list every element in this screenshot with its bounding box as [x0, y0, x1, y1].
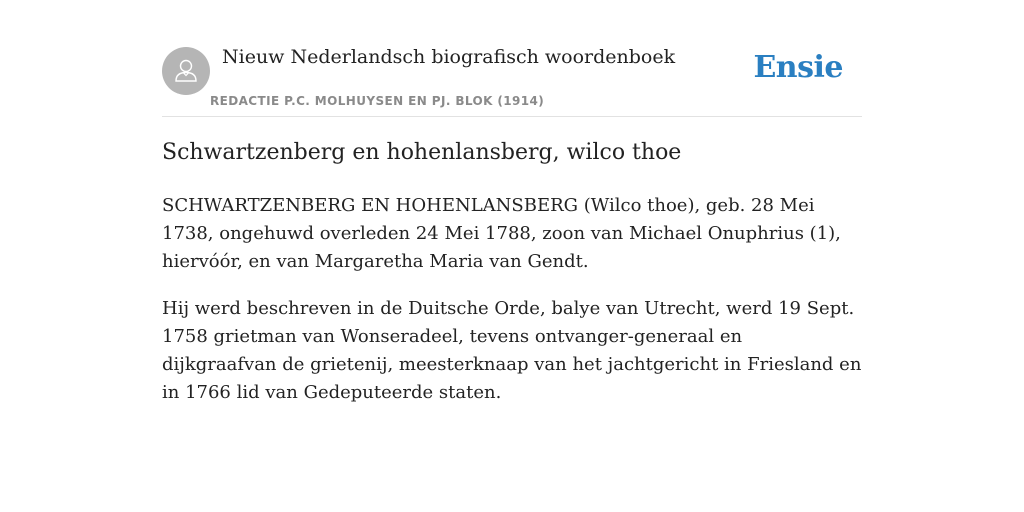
source-title[interactable]: Nieuw Nederlandsch biografisch woordenboek — [222, 46, 676, 68]
entry-paragraph: SCHWARTZENBERG EN HOHENLANSBERG (Wilco thoe), geb. 28 Mei 1738, ongehuwd overleden 24 Mei 1788, zoon van Michael Onuphrius (1), hiervóór, en van Margaretha Maria van Gendt. — [162, 195, 841, 272]
entry-paragraph: Hij werd beschreven in de Duitsche Orde, balye van Utrecht, werd 19 Sept. 1758 grietman van Wonseradeel, tevens ontvanger-generaal en dijkgraafvan de grietenij, meesterknaap van het jachtgericht in Friesland en in 1766 lid van Gedeputeerde staten. — [162, 298, 862, 403]
user-silhouette-icon — [171, 56, 201, 86]
source-header — [162, 0, 862, 117]
ensie-logo-link[interactable]: Ensie — [753, 50, 843, 85]
page-container — [162, 0, 862, 403]
source-avatar[interactable] — [162, 47, 210, 95]
entry-title: Schwartzenberg en hohenlansberg, wilco thoe — [162, 140, 682, 165]
source-editors: REDACTIE P.C. MOLHUYSEN EN PJ. BLOK (1914) — [210, 94, 545, 108]
